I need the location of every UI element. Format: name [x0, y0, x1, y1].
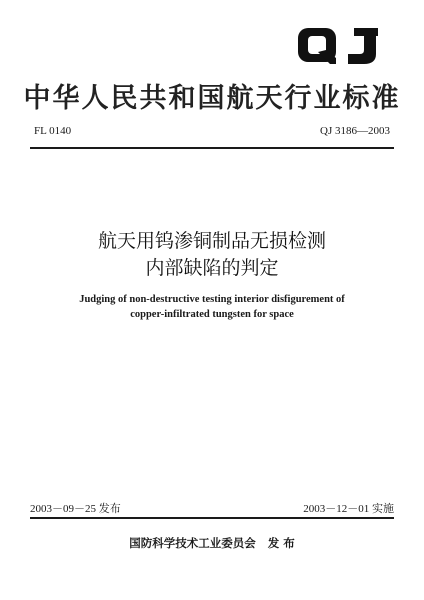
- classification-code: FL 0140: [34, 125, 72, 137]
- standard-number: QJ 3186—2003: [320, 125, 390, 137]
- issue-date: 2003－09－25 发布: [30, 503, 121, 515]
- qj-logo: [296, 26, 380, 66]
- footer-divider: [30, 517, 394, 519]
- chinese-title-line-1: 航天用钨渗铜制品无损检测: [97, 230, 326, 252]
- chinese-title-line-2: 内部缺陷的判定: [145, 257, 279, 279]
- issuer-line: [0, 535, 424, 551]
- implementation-date: 2003－12－01 实施: [303, 503, 394, 515]
- header-divider: [30, 147, 394, 149]
- issuer-name: 国防科学技术工业委员会: [129, 536, 256, 550]
- english-title-line-2: copper-infiltrated tungsten for space: [130, 309, 294, 320]
- issuer-action: 发 布: [267, 536, 295, 550]
- standard-title: 中华人民共和国航天行业标准: [23, 83, 401, 114]
- english-title-line-1: Judging of non-destructive testing interior disfigurement of: [79, 294, 345, 305]
